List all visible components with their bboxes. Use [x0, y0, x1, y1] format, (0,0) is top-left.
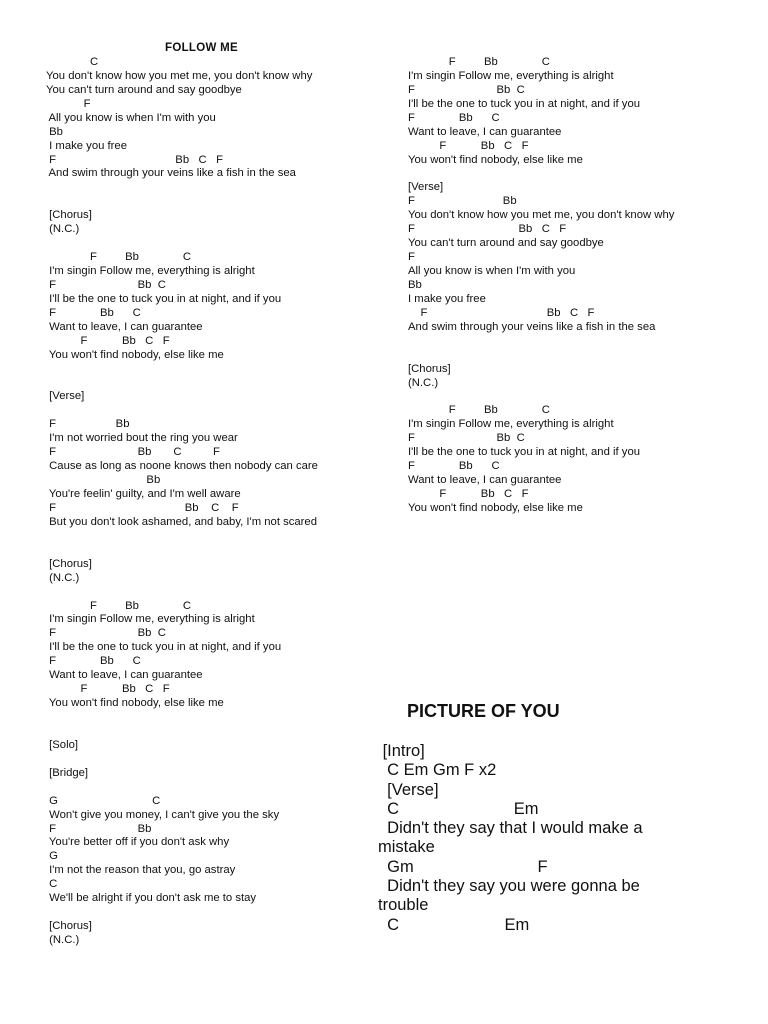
lyric-line: [Chorus]: [46, 557, 92, 570]
lyric-line: All you know is when I'm with you: [46, 111, 216, 124]
lyric-line: [46, 753, 396, 767]
lyric-line: Gm F: [378, 857, 548, 876]
lyric-line: [46, 586, 396, 600]
lyric-line: F Bb C: [46, 306, 141, 319]
lyric-line: We'll be alright if you don't ask me to stay: [46, 892, 257, 905]
song-title-follow-me: FOLLOW ME: [165, 42, 238, 54]
lyric-line: [Bridge]: [46, 766, 89, 779]
lyric-line: F Bb C F: [46, 153, 224, 166]
lyric-line: F Bb C: [408, 460, 500, 473]
lyric-line: C Em: [378, 915, 530, 934]
lyric-line: All you know is when I'm with you: [408, 265, 576, 278]
lyric-line: F Bb C F: [408, 139, 529, 152]
lyric-line: F Bb C F: [408, 223, 567, 236]
lyric-line: Want to leave, I can guarantee: [408, 125, 562, 138]
lyric-line: F Bb C: [46, 278, 166, 291]
lyric-line: [46, 711, 396, 725]
lyric-line: F Bb: [46, 822, 152, 835]
lyric-line: (N.C.): [46, 934, 80, 946]
lyric-line: And swim through your veins like a fish in the sea: [408, 320, 656, 333]
lyric-line: I'm singin Follow me, everything is alright: [408, 69, 614, 82]
lyric-line: [Verse]: [408, 181, 444, 194]
lyric-line: [46, 237, 396, 251]
lyric-line: F Bb: [46, 418, 130, 431]
lyric-line: C Em: [378, 799, 539, 818]
lyric-line: But you don't look ashamed, and baby, I'm not scared: [46, 515, 317, 528]
lyric-line: Didn't they say you were gonna be: [378, 877, 640, 896]
lyric-line: You don't know how you met me, you don't know why: [408, 209, 675, 222]
lyric-line: C: [46, 878, 58, 891]
lyric-line: F Bb C: [408, 111, 500, 124]
lyric-line: [Verse]: [46, 390, 85, 403]
lyric-line: G C: [46, 794, 161, 807]
lyric-line: (N.C.): [46, 223, 80, 236]
lyric-line: You can't turn around and say goodbye: [408, 237, 604, 250]
lyric-line: (N.C.): [408, 376, 439, 389]
lyric-line: Want to leave, I can guarantee: [408, 474, 562, 487]
lyric-line: [46, 363, 396, 377]
lyric-line: F: [408, 251, 415, 264]
lyric-line: You're better off if you don't ask why: [46, 836, 230, 849]
lyric-line: C Em Gm F x2: [378, 761, 497, 780]
lyric-line: Didn't they say that I would make a: [378, 819, 643, 838]
lyric-line: F Bb C F: [408, 488, 529, 501]
lyric-line: F Bb C: [46, 251, 192, 264]
lyric-line: [46, 544, 396, 558]
lyric-line: [Chorus]: [46, 920, 92, 933]
lyric-line: [Chorus]: [408, 362, 451, 375]
song-title-picture-of-you: PICTURE OF YOU: [407, 701, 560, 721]
lyric-line: F Bb C F: [408, 306, 595, 319]
lyric-line: [Solo]: [46, 738, 79, 751]
lyric-line: [46, 725, 396, 739]
lyric-line: Want to leave, I can guarantee: [46, 320, 203, 333]
lyric-line: [Intro]: [378, 742, 425, 760]
lyric-line: You won't find nobody, else like me: [46, 697, 224, 710]
left-column-lyrics: [46, 42, 396, 948]
lyric-line: [46, 530, 396, 544]
lyric-line: I'll be the one to tuck you in at night, and if you: [408, 446, 641, 459]
lyric-line: You can't turn around and say goodbye: [46, 83, 242, 96]
lyric-line: F Bb C: [408, 56, 550, 68]
lyric-line: [408, 391, 738, 405]
lyric-line: F Bb C F: [46, 501, 239, 514]
lyric-line: I'll be the one to tuck you in at night, and if you: [46, 641, 282, 654]
lyric-line: F Bb C: [408, 432, 525, 445]
lyric-line: And swim through your veins like a fish in the sea: [46, 167, 296, 180]
lyric-line: F Bb C: [408, 83, 525, 96]
lyric-line: [46, 906, 396, 920]
lyric-line: You won't find nobody, else like me: [46, 348, 224, 361]
lyric-line: F Bb C F: [46, 334, 170, 347]
lyric-line: Bb: [408, 279, 422, 291]
lyric-line: F Bb: [408, 195, 517, 208]
lyric-line: I'll be the one to tuck you in at night, and if you: [46, 292, 282, 305]
lyric-line: Bb: [46, 125, 63, 138]
lyric-line: [46, 781, 396, 795]
lyric-line: mistake: [378, 838, 435, 857]
lyric-line: You don't know how you met me, you don't know why: [46, 69, 313, 82]
lyric-line: [46, 181, 396, 195]
lyric-line: I make you free: [46, 139, 127, 152]
lyric-line: F Bb C: [46, 627, 166, 640]
song-picture-of-you: [378, 700, 728, 935]
lyric-line: F Bb C: [46, 599, 192, 612]
lyric-line: I'm singin Follow me, everything is alright: [408, 418, 614, 431]
lyric-line: F Bb C: [408, 404, 550, 417]
lyric-line: C: [46, 55, 99, 68]
lyric-line: F Bb C F: [46, 446, 220, 459]
lyric-line: [Verse]: [378, 780, 439, 799]
lyric-line: I make you free: [408, 292, 486, 305]
lyric-line: I'm singin Follow me, everything is alright: [46, 265, 255, 277]
lyric-line: F Bb C F: [46, 683, 170, 696]
lyric-line: Bb: [46, 474, 161, 487]
lyric-line: I'm singin Follow me, everything is alright: [46, 613, 255, 626]
lyric-line: You're feelin' guilty, and I'm well aware: [46, 488, 241, 500]
lyric-line: [408, 168, 738, 182]
lyric-line: I'm not worried bout the ring you wear: [46, 432, 238, 445]
lyric-line: [408, 349, 738, 363]
lyric-line: [46, 404, 396, 418]
lyric-line: Want to leave, I can guarantee: [46, 669, 203, 682]
lyric-line: (N.C.): [46, 571, 80, 584]
picture-of-you-lyrics: [378, 742, 728, 935]
lyric-line: [408, 335, 738, 349]
lyric-line: I'm not the reason that you, go astray: [46, 864, 236, 877]
lyric-line: Won't give you money, I can't give you the sky: [46, 808, 280, 821]
lyric-line: F Bb C: [46, 655, 141, 668]
lyric-line: [46, 195, 396, 209]
right-column-lyrics: [408, 56, 738, 516]
lyric-line: trouble: [378, 896, 429, 915]
lyric-line: G: [46, 850, 58, 863]
lyric-line: [Chorus]: [46, 209, 92, 222]
lyric-line: F: [46, 97, 91, 110]
lyric-line: I'll be the one to tuck you in at night, and if you: [408, 97, 641, 110]
lyric-line: Cause as long as noone knows then nobody can care: [46, 460, 318, 473]
lyric-line: You won't find nobody, else like me: [408, 153, 583, 166]
lyric-line: [46, 377, 396, 391]
lyric-line: You won't find nobody, else like me: [408, 502, 583, 514]
lyric-line: [46, 42, 396, 56]
